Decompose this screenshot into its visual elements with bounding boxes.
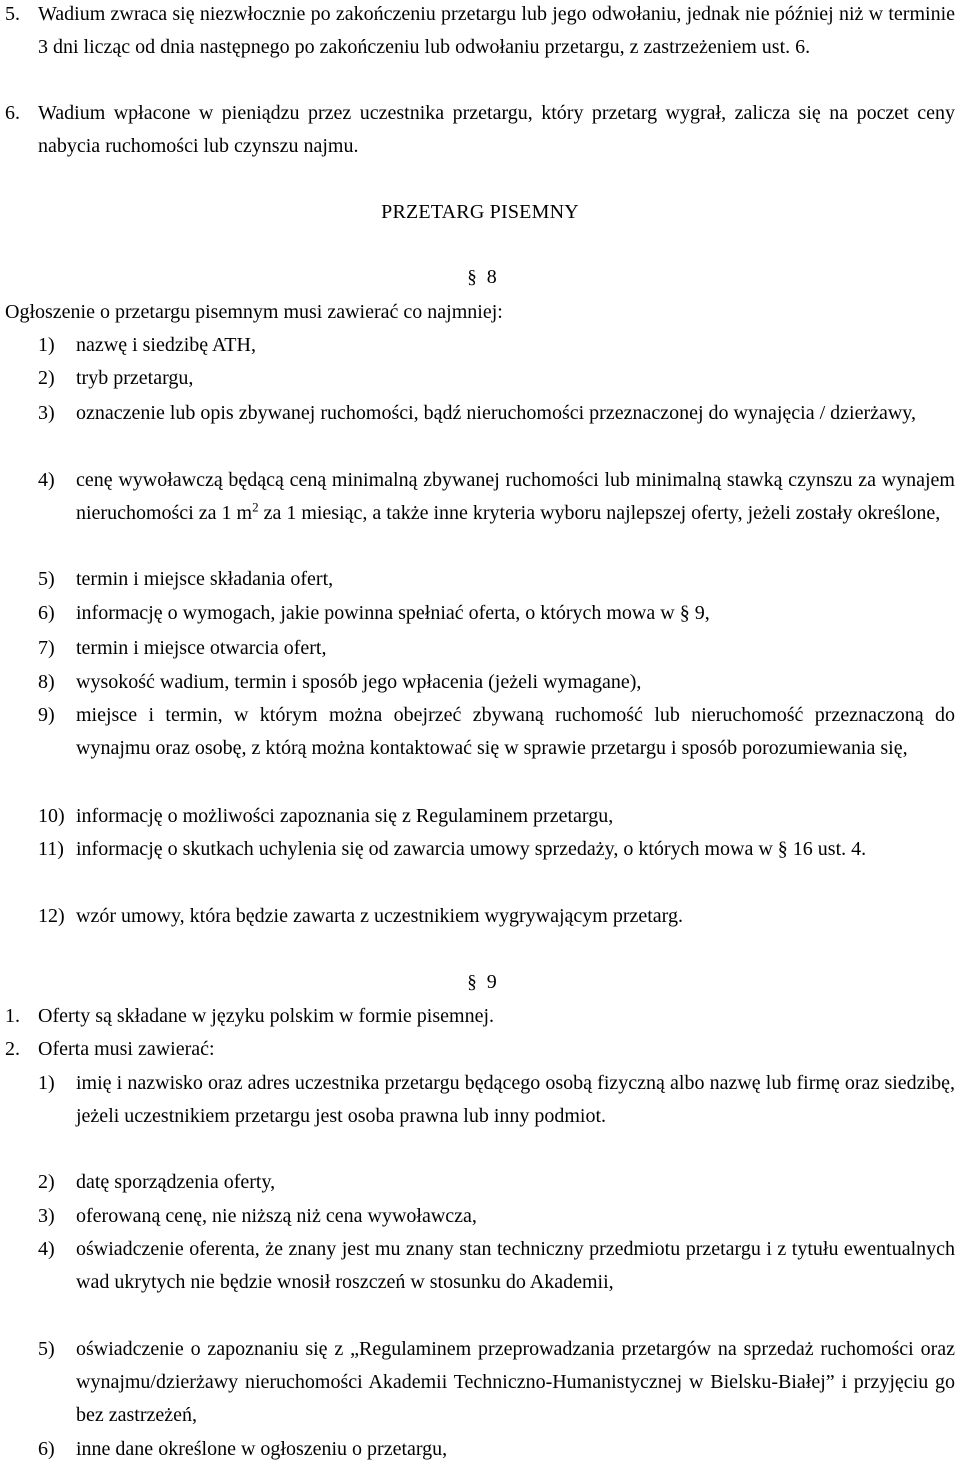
list-item: 12) wzór umowy, która będzie zawarta z uczestnikiem wygrywającym przetarg. (38, 905, 683, 927)
section-symbol: § (467, 267, 477, 288)
list-item: 5) termin i miejsce składania ofert, (38, 568, 334, 590)
list-item: 11) informację o skutkach uchylenia się od zawarcia umowy sprzedaży, o których mowa w § 16 ust. 4. (38, 838, 867, 860)
list-item: 9) miejsce i termin, w którym można obejrzeć zbywaną ruchomość lub nieruchomość przeznaczoną do wynajmu oraz osobę, z którą można kontaktować się w sprawie przetargu i sposób porozumiewania się, (38, 704, 955, 759)
section-8-marker (0, 261, 960, 294)
paragraph-text: Wadium wpłacone w pieniądzu przez uczestnika przetargu, który przetarg wygrał, zalicza się na poczet ceny nabycia ruchomości lub czynszu najmu. (38, 102, 955, 157)
section-number: 8 (486, 266, 497, 288)
list-item: 6) inne dane określone w ogłoszeniu o przetargu, (38, 1438, 448, 1460)
list-item: 6) informację o wymogach, jakie powinna spełniać oferta, o których mowa w § 9, (38, 602, 710, 624)
section-heading: PRZETARG PISEMNY (381, 201, 579, 223)
section-symbol: § (777, 838, 788, 860)
paragraph-number: 5. (5, 3, 20, 25)
superscript: 2 (252, 499, 259, 515)
section-8-intro: Ogłoszenie o przetargu pisemnym musi zawierać co najmniej: (5, 301, 503, 323)
paragraph-number: 6. (5, 102, 20, 124)
list-item: 4) oświadczenie oferenta, że znany jest mu znany stan techniczny przedmiotu przetargu i z tytułu ewentualnych wad ukrytych nie będzie wnosił roszczeń w stosunku do Akademii, (38, 1238, 955, 1293)
list-item: 1) nazwę i siedzibę ATH, (38, 334, 256, 356)
list-item: 2) tryb przetargu, (38, 367, 194, 389)
section-9-point-2: 2. Oferta musi zawierać: (5, 1038, 215, 1060)
list-item: 3) oferowaną cenę, nie niższą niż cena wywoławcza, (38, 1205, 477, 1227)
list-item: 3) oznaczenie lub opis zbywanej ruchomości, bądź nieruchomości przeznaczonej do wynajęcia / dzierżawy, (38, 402, 916, 424)
list-item: 7) termin i miejsce otwarcia ofert, (38, 637, 327, 659)
paragraph-text: Wadium zwraca się niezwłocznie po zakończeniu przetargu lub jego odwołaniu, jednak nie później niż w terminie 3 dni licząc od dnia następnego po zakończeniu lub odwołaniu przetargu, z zastrzeżeniem ust. 6. (38, 3, 955, 58)
list-item: 10) informację o możliwości zapoznania się z Regulaminem przetargu, (38, 805, 614, 827)
list-item: 1) imię i nazwisko oraz adres uczestnika przetargu będącego osobą fizyczną albo nazwę lub firmę oraz siedzibę, jeżeli uczestnikiem przetargu jest osoba prawna lub inny podmiot. (38, 1072, 955, 1127)
section-number: 9 (486, 971, 497, 993)
list-item: 2) datę sporządzenia oferty, (38, 1171, 276, 1193)
list-item: 5) oświadczenie o zapoznaniu się z „Regulaminem przeprowadzania przetargów na sprzedaż ruchomości oraz wynajmu/dzierżawy nieruchomości Akademii Techniczno-Humanistycznej w Bielsku-Białej” i przyjęciu go bez zastrzeżeń, (38, 1338, 955, 1426)
section-symbol: § (679, 602, 690, 624)
section-symbol: § (467, 972, 477, 993)
paragraph-6 (5, 97, 955, 163)
list-item: 8) wysokość wadium, termin i sposób jego wpłacenia (jeżeli wymagane), (38, 671, 642, 693)
list-item: 4) cenę wywoławczą będącą ceną minimalną zbywanej ruchomości lub minimalną stawką czynszu za wynajem nieruchomości za 1 $m^2$ za 1 miesiąc, a także inne kryteria wyboru najlepszej oferty, jeżeli zostały określone, (38, 469, 955, 524)
paragraph-5 (5, 0, 955, 64)
section-9-marker (0, 966, 960, 999)
section-9-point-1: 1. Oferty są składane w języku polskim w formie pisemnej. (5, 1005, 494, 1027)
